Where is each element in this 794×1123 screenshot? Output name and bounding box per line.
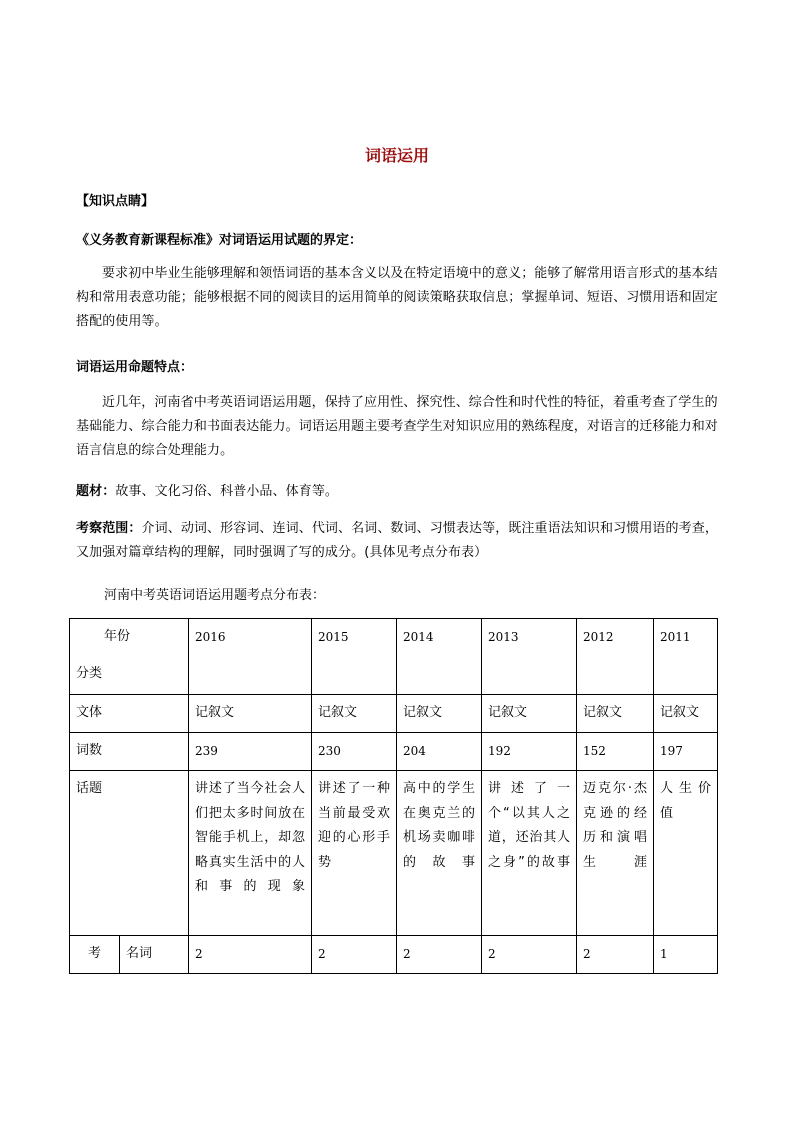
noun-cell: 2 <box>189 936 312 974</box>
subject-cell: 迈克尔·杰克逊的经历和演唱生涯 <box>577 771 654 936</box>
header-corner-cell <box>70 619 189 695</box>
table-row-wordcount <box>70 733 718 771</box>
subject-cell: 高中的学生在奥克兰的机场卖咖啡的故事 <box>397 771 482 936</box>
wordcount-cell: 204 <box>397 733 482 771</box>
wordcount-cell: 192 <box>482 733 577 771</box>
table-row-noun <box>70 936 718 974</box>
knowledge-heading: 【知识点睛】 <box>76 194 155 209</box>
year-cell: 2011 <box>654 619 718 695</box>
exam-label: 考 <box>70 936 120 974</box>
wordcount-cell: 197 <box>654 733 718 771</box>
exam-distribution-table <box>69 618 718 974</box>
genre-cell: 记叙文 <box>654 695 718 733</box>
scope-paragraph <box>76 517 722 565</box>
noun-label: 名词 <box>120 936 189 974</box>
scope-text: 介词、动词、形容词、连词、代词、名词、数词、习惯表达等，既注重语法知识和习惯用语的考查，又加强对篇章结构的理解，同时强调了写的成分。(具体见考点分布表） <box>76 521 718 560</box>
table-caption: 河南中考英语词语运用题考点分布表： <box>104 588 326 603</box>
noun-cell: 1 <box>654 936 718 974</box>
year-cell: 2012 <box>577 619 654 695</box>
standard-heading: 《义务教育新课程标准》对词语运用试题的界定： <box>76 233 363 248</box>
table-row-subject <box>70 771 718 936</box>
genre-cell: 记叙文 <box>312 695 397 733</box>
standard-paragraph: 要求初中毕业生能够理解和领悟词语的基本含义以及在特定语境中的意义；能够了解常用语言形式的基本结构和常用表意功能；能够根据不同的阅读目的运用简单的阅读策略获取信息；掌握单词、短语、习惯用语和固定搭配的使用等。 <box>76 266 718 329</box>
topic-line <box>76 480 722 504</box>
wordcount-cell: 239 <box>189 733 312 771</box>
subject-cell: 讲述了一个“以其人之道，还治其人之身”的故事 <box>482 771 577 936</box>
table-header-row <box>70 619 718 695</box>
header-year-label: 年份 <box>104 629 131 644</box>
subject-cell: 讲述了当今社会人们把太多时间放在智能手机上，却忽略真实生活中的人和事的现象 <box>189 771 312 936</box>
genre-cell: 记叙文 <box>189 695 312 733</box>
wordcount-cell: 230 <box>312 733 397 771</box>
subject-cell: 人生价值 <box>654 771 718 936</box>
year-cell: 2015 <box>312 619 397 695</box>
page-title: 词语运用 <box>364 146 429 165</box>
noun-cell: 2 <box>312 936 397 974</box>
noun-cell: 2 <box>482 936 577 974</box>
wordcount-label: 词数 <box>70 733 189 771</box>
wordcount-cell: 152 <box>577 733 654 771</box>
header-category-label: 分类 <box>76 665 103 681</box>
genre-label: 文体 <box>70 695 189 733</box>
scope-label: 考察范围： <box>76 521 142 536</box>
genre-cell: 记叙文 <box>482 695 577 733</box>
features-paragraph: 近几年，河南省中考英语词语运用题，保持了应用性、探究性、综合性和时代性的特征，着重考查了学生的基础能力、综合能力和书面表达能力。词语运用题主要考查学生对知识应用的熟练程度，对语言的迁移能力和对语言信息的综合处理能力。 <box>76 395 718 458</box>
subject-cell: 讲述了一种当前最受欢迎的心形手势 <box>312 771 397 936</box>
topic-text: 故事、文化习俗、科普小品、体育等。 <box>115 484 339 499</box>
noun-cell: 2 <box>577 936 654 974</box>
genre-cell: 记叙文 <box>397 695 482 733</box>
year-cell: 2014 <box>397 619 482 695</box>
noun-cell: 2 <box>397 936 482 974</box>
table-row-genre <box>70 695 718 733</box>
year-cell: 2013 <box>482 619 577 695</box>
subject-label: 话题 <box>70 771 189 936</box>
genre-cell: 记叙文 <box>577 695 654 733</box>
year-cell: 2016 <box>189 619 312 695</box>
features-heading: 词语运用命题特点： <box>76 360 194 375</box>
topic-label: 题材： <box>76 484 116 499</box>
